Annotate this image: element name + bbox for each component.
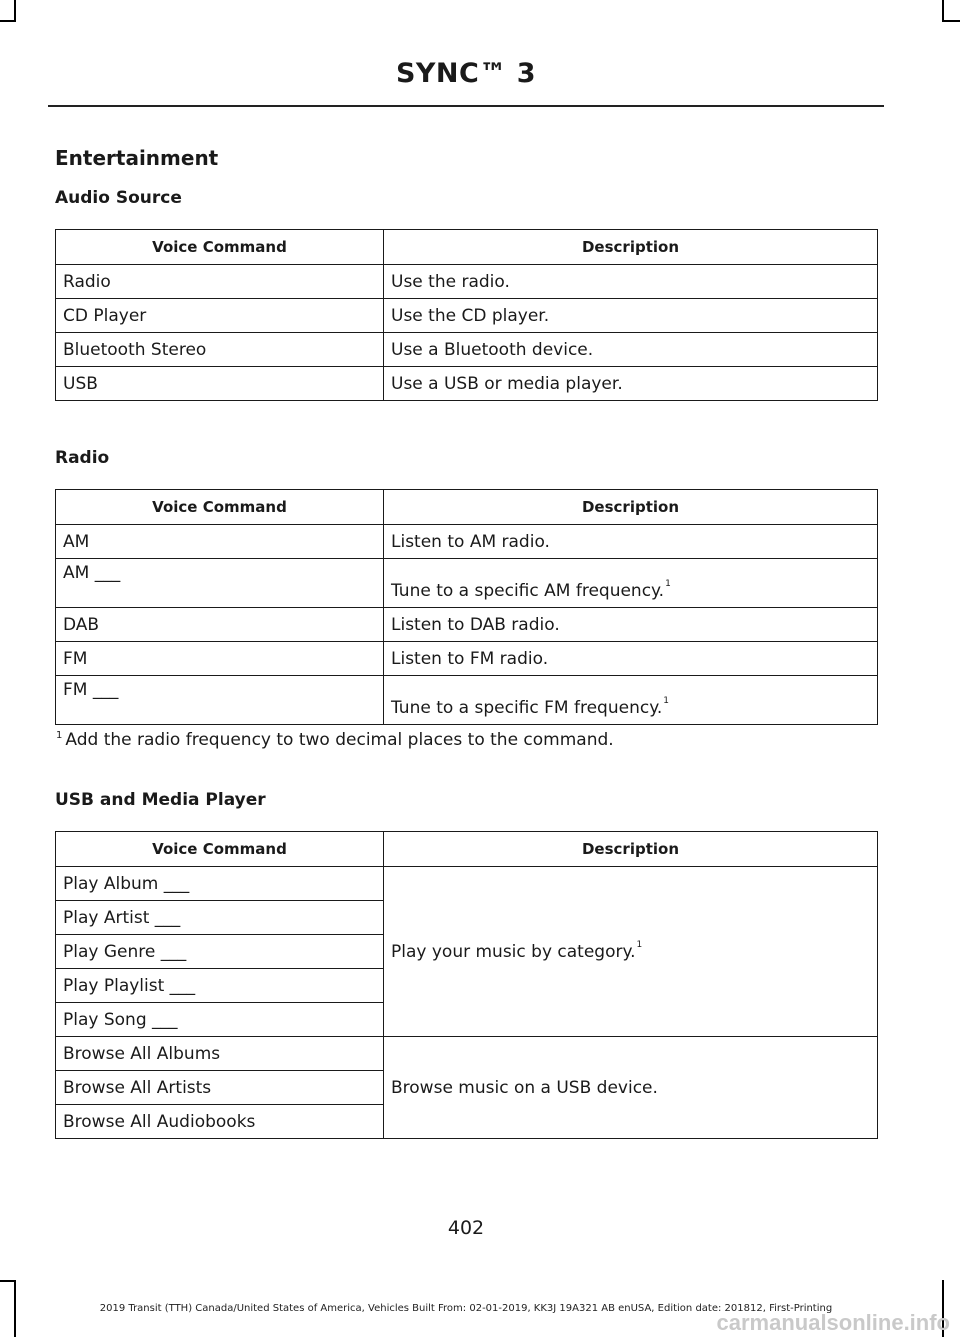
table-row bbox=[56, 525, 878, 559]
command-cell: Play Playlist ___ bbox=[56, 969, 384, 1003]
command-cell: Browse All Artists bbox=[56, 1071, 384, 1105]
command-cell: AM bbox=[56, 525, 384, 559]
footnote-reference: 1 bbox=[665, 579, 671, 589]
crop-mark bbox=[0, 1280, 16, 1282]
description-text: Tune to a specific FM frequency. bbox=[391, 698, 663, 718]
command-cell: USB bbox=[56, 367, 384, 401]
table-row bbox=[56, 265, 878, 299]
header-divider bbox=[48, 105, 884, 107]
description-header: Description bbox=[384, 490, 878, 525]
page-number: 402 bbox=[447, 1217, 485, 1239]
table-header-row bbox=[56, 832, 878, 867]
description-header: Description bbox=[384, 832, 878, 867]
table-row bbox=[56, 299, 878, 333]
command-cell: FM bbox=[56, 642, 384, 676]
voice-command-header: Voice Command bbox=[56, 230, 384, 265]
voice-command-header: Voice Command bbox=[56, 490, 384, 525]
description-cell: Use a USB or media player. bbox=[384, 367, 878, 401]
command-cell: FM ___ bbox=[56, 676, 384, 725]
table-row bbox=[56, 642, 878, 676]
usb-media-heading: USB and Media Player bbox=[55, 790, 266, 810]
description-header: Description bbox=[384, 230, 878, 265]
command-cell: Play Artist ___ bbox=[56, 901, 384, 935]
page-header-title: SYNC™ 3 bbox=[395, 58, 537, 89]
description-cell bbox=[384, 867, 878, 1037]
edition-footer: 2019 Transit (TTH) Canada/United States of America, Vehicles Built From: 02-01-2019, KK3J 19A321 AB enUSA, Edition date: 201812, First-Printing bbox=[99, 1303, 833, 1314]
command-cell: Play Song ___ bbox=[56, 1003, 384, 1037]
command-cell: AM ___ bbox=[56, 559, 384, 608]
table-row bbox=[56, 1037, 878, 1071]
radio-table bbox=[55, 489, 878, 725]
table-header-row bbox=[56, 230, 878, 265]
footnote-reference: 1 bbox=[636, 939, 643, 950]
description-cell: Use the CD player. bbox=[384, 299, 878, 333]
description-cell bbox=[384, 676, 878, 725]
table-row bbox=[56, 367, 878, 401]
footnote-text: Add the radio frequency to two decimal places to the command. bbox=[65, 730, 614, 750]
section-title: Entertainment bbox=[55, 146, 219, 170]
voice-command-header: Voice Command bbox=[56, 832, 384, 867]
table-row bbox=[56, 867, 878, 901]
command-cell: Browse All Audiobooks bbox=[56, 1105, 384, 1139]
command-cell: CD Player bbox=[56, 299, 384, 333]
audio-source-heading: Audio Source bbox=[55, 188, 182, 208]
command-cell: Browse All Albums bbox=[56, 1037, 384, 1071]
description-cell: Browse music on a USB device. bbox=[384, 1037, 878, 1139]
command-cell: Play Genre ___ bbox=[56, 935, 384, 969]
usb-media-table bbox=[55, 831, 878, 1139]
description-text: Play your music by category. bbox=[391, 941, 636, 962]
radio-heading: Radio bbox=[55, 448, 110, 468]
table-row bbox=[56, 333, 878, 367]
table-row bbox=[56, 676, 878, 725]
description-cell bbox=[384, 559, 878, 608]
command-cell: DAB bbox=[56, 608, 384, 642]
command-cell: Radio bbox=[56, 265, 384, 299]
command-cell: Play Album ___ bbox=[56, 867, 384, 901]
audio-source-table bbox=[55, 229, 878, 401]
footnote-reference: 1 bbox=[663, 696, 669, 706]
radio-footnote bbox=[55, 730, 614, 750]
crop-mark bbox=[942, 0, 944, 22]
description-cell: Listen to DAB radio. bbox=[384, 608, 878, 642]
description-cell: Listen to AM radio. bbox=[384, 525, 878, 559]
description-text: Tune to a specific AM frequency. bbox=[391, 581, 665, 601]
description-cell: Use the radio. bbox=[384, 265, 878, 299]
command-cell: Bluetooth Stereo bbox=[56, 333, 384, 367]
watermark: carmanualsonline.info bbox=[716, 1310, 950, 1335]
crop-mark bbox=[942, 20, 960, 22]
table-row bbox=[56, 559, 878, 608]
description-cell: Listen to FM radio. bbox=[384, 642, 878, 676]
footnote-mark: 1 bbox=[56, 730, 63, 741]
crop-mark bbox=[0, 20, 16, 22]
crop-mark bbox=[14, 0, 16, 22]
table-header-row bbox=[56, 490, 878, 525]
table-row bbox=[56, 608, 878, 642]
description-cell: Use a Bluetooth device. bbox=[384, 333, 878, 367]
